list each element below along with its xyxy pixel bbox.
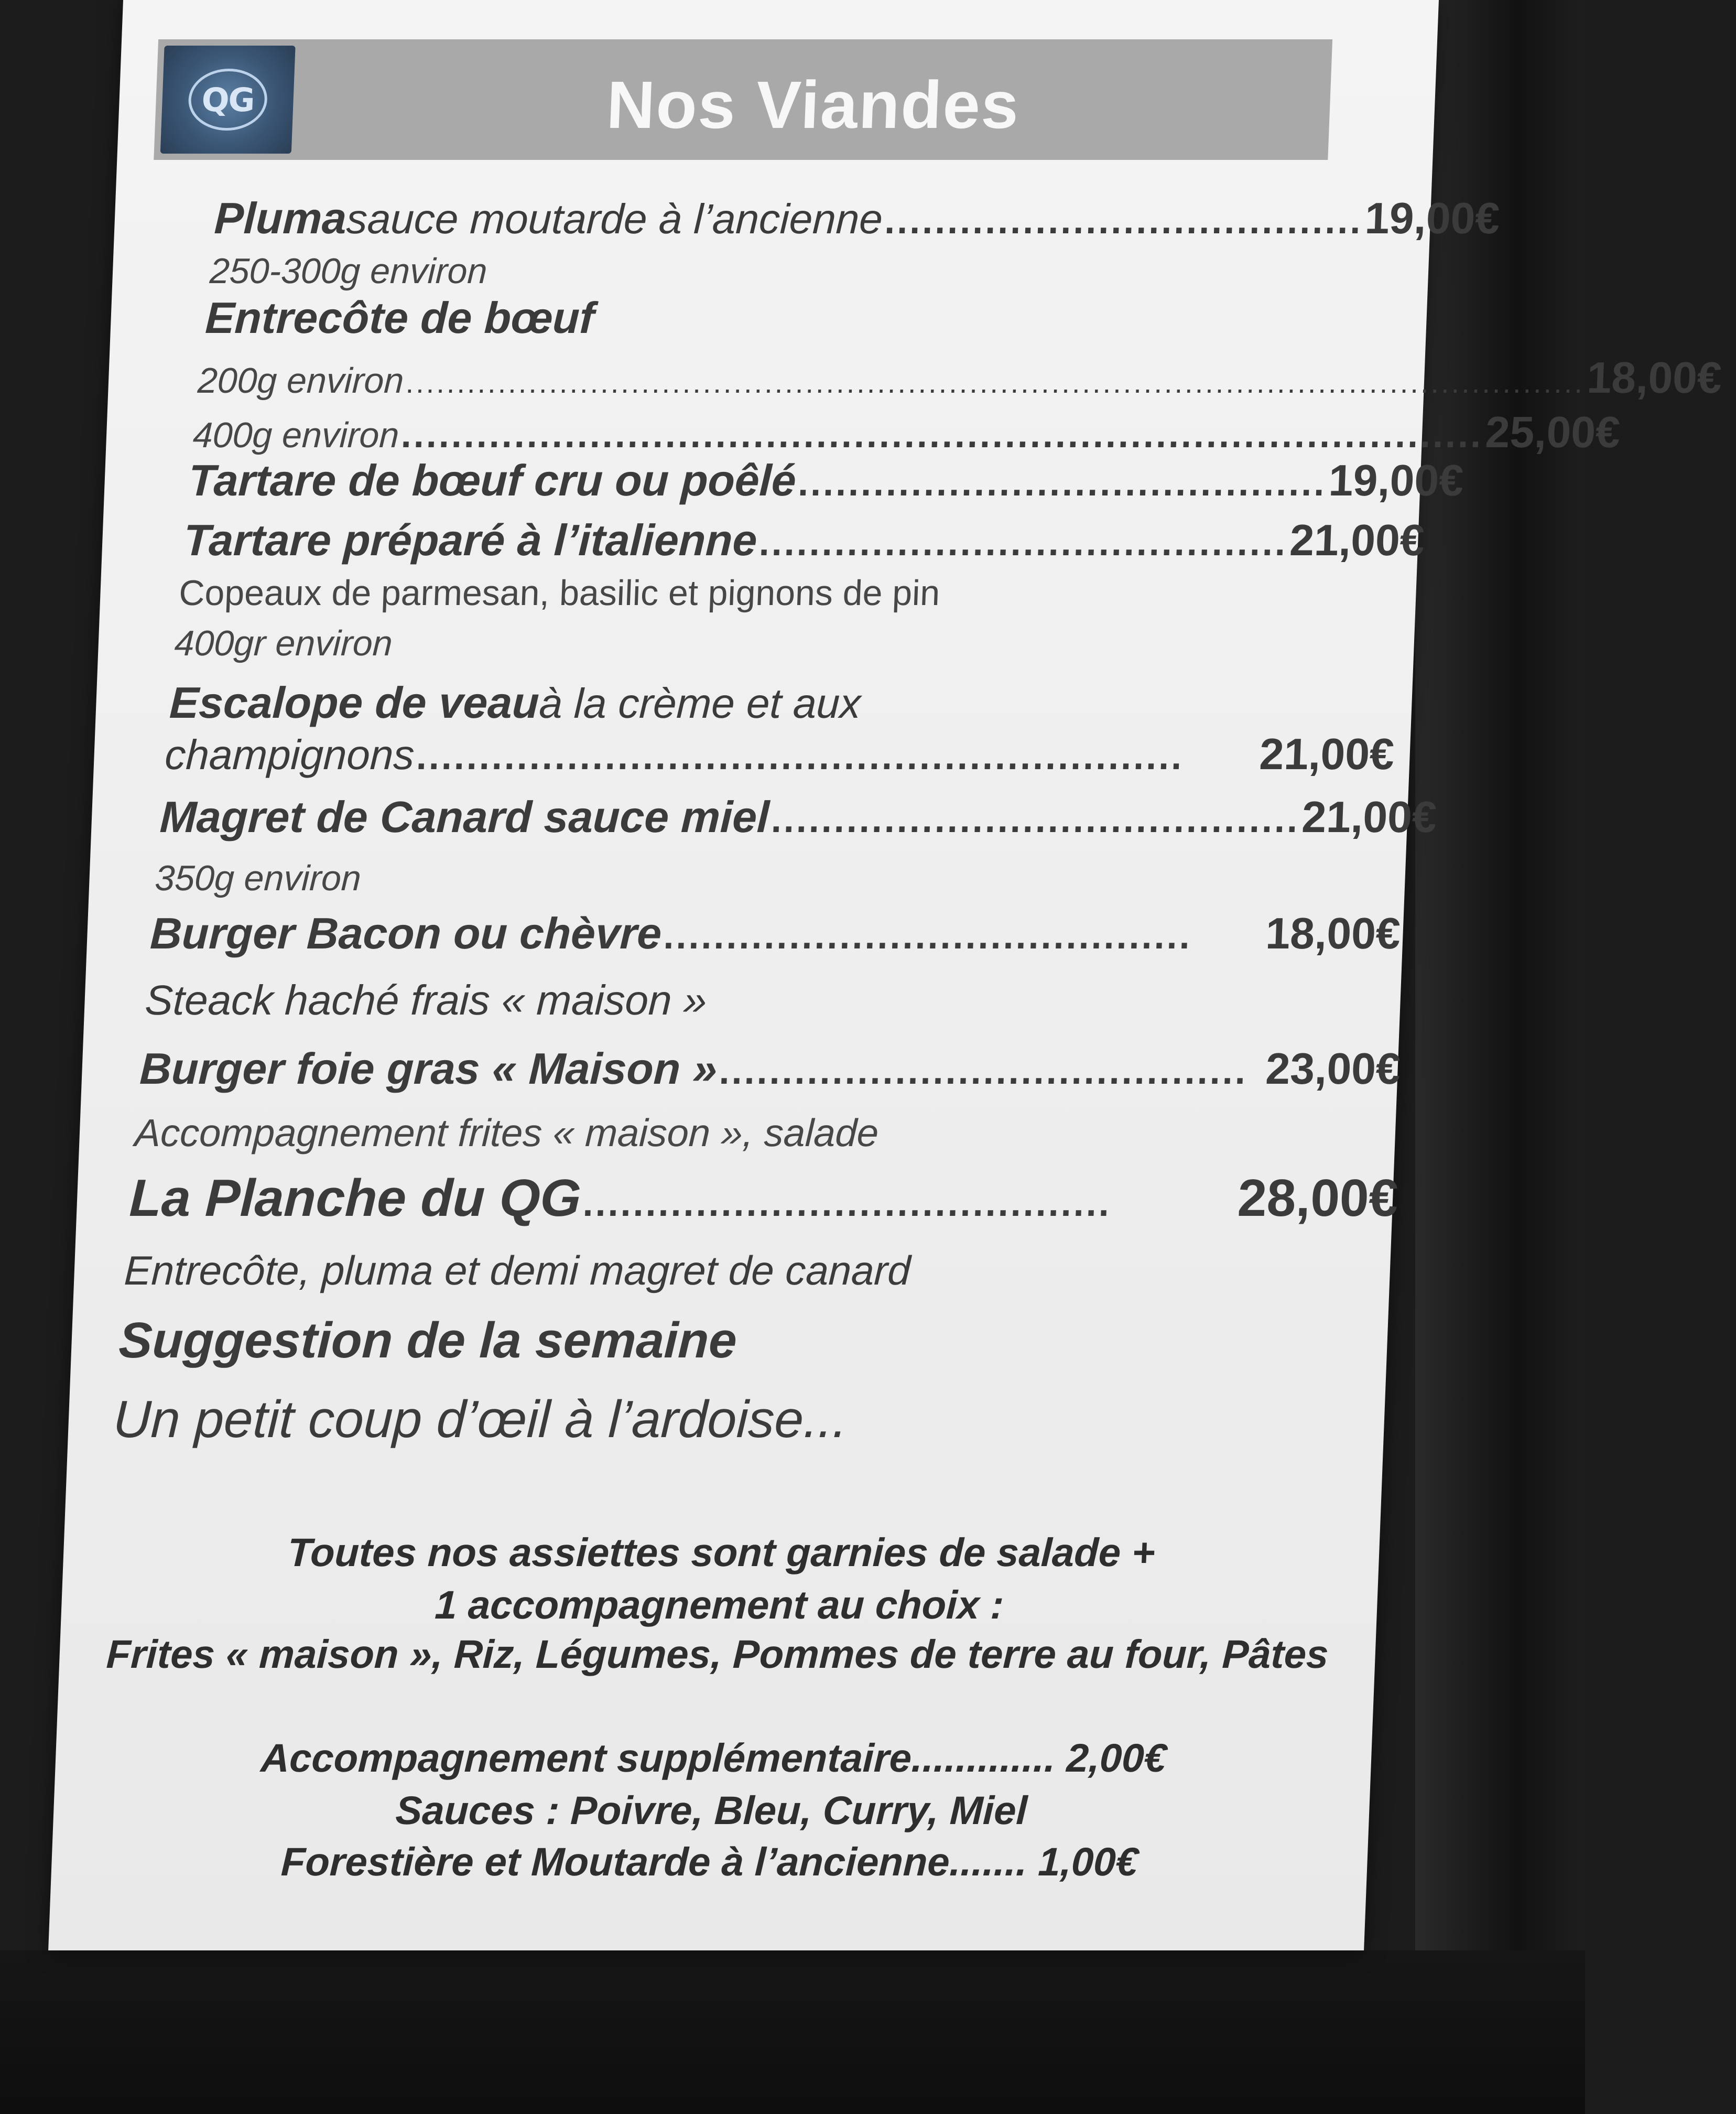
dish-description: à la crème et aux [538, 680, 862, 727]
dish-name: Pluma [213, 193, 348, 243]
dish-price: 28,00€ [1236, 1169, 1399, 1227]
table-surface [0, 1950, 1585, 2114]
dish-detail: Steack haché frais « maison » [144, 977, 708, 1023]
dish-description: sauce moutarde à l’ancienne [345, 196, 884, 242]
logo-text: QG [201, 80, 255, 119]
dot-leader: .......................................... [663, 915, 1193, 957]
dot-leader: ................................................................................................................... [405, 366, 1586, 399]
suggestion-title: Suggestion de la semaine [117, 1312, 738, 1368]
menu-option-200g [197, 352, 1723, 403]
dot-leader: .......................................... [758, 522, 1288, 564]
menu-item-burger-foie-gras [139, 1043, 1402, 1094]
dish-detail: 400gr environ [173, 623, 394, 663]
dot-leader: .......................................... [718, 1050, 1249, 1092]
dish-name: Tartare de bœuf cru ou poêlé [188, 456, 797, 505]
dish-price: 21,00€ [1300, 792, 1438, 842]
menu-item-tartare [188, 455, 1464, 506]
dot-leader: .......................................... [797, 462, 1328, 504]
menu-item-tartare-italienne [182, 515, 1426, 566]
footer-sauces: Sauces : Poivre, Bleu, Curry, Miel [395, 1788, 1028, 1833]
option-label: 400g environ [192, 415, 400, 455]
dish-price: 19,00€ [1328, 456, 1464, 505]
menu-folder-edge [1415, 0, 1585, 2114]
dish-name: Burger foie gras « Maison » [138, 1044, 719, 1093]
dish-detail: 350g environ [154, 858, 362, 898]
dish-price: 19,00€ [1364, 193, 1501, 243]
menu-list [48, 0, 1723, 1950]
suggestion-text: Un petit coup d’œil à l’ardoise... [112, 1390, 849, 1449]
dish-price: 23,00€ [1264, 1044, 1402, 1093]
menu-option-400g [192, 407, 1621, 458]
menu-item-burger-bacon [149, 908, 1402, 959]
footer-sauces-price: Forestière et Moutarde à l’ancienne....... 1,00€ [280, 1840, 1139, 1884]
dot-leader: .......................................... [770, 799, 1301, 840]
page-title: Nos Viandes [605, 68, 1021, 143]
footer-sides-list: Frites « maison », Riz, Légumes, Pommes de terre au four, Pâtes [105, 1632, 1330, 1677]
dish-name: Escalope de veau [168, 678, 540, 727]
dish-name: La Planche du QG [128, 1169, 582, 1227]
footer-garnish-line: Toutes nos assiettes sont garnies de salade + [287, 1530, 1156, 1575]
dish-name: Magret de Canard sauce miel [159, 792, 771, 842]
dot-leader: ...................................................................................... [400, 414, 1484, 456]
footer-choice-line: 1 accompagnement au choix : [434, 1583, 1005, 1627]
dot-leader: ...................................... [884, 200, 1364, 242]
footer-extra-side: Accompagnement supplémentaire............. 2,00€ [259, 1736, 1167, 1781]
dish-detail: 250-300g environ [209, 251, 488, 291]
dish-detail: Copeaux de parmesan, basilic et pignons de pin [178, 573, 941, 613]
dish-name-entrecote: Entrecôte de bœuf [204, 293, 595, 342]
dish-name: Burger Bacon ou chèvre [149, 909, 663, 958]
dish-detail: Accompagnement frites « maison », salade [134, 1111, 880, 1155]
dot-leader: .......................................... [582, 1182, 1112, 1224]
menu-item-escalope [169, 677, 862, 728]
menu-page [48, 0, 1723, 1950]
option-price: 25,00€ [1484, 407, 1621, 457]
option-price: 18,00€ [1586, 353, 1723, 402]
dot-leader: ............................................................. [415, 736, 1185, 778]
option-label: 200g environ [197, 361, 405, 401]
dish-name: Tartare préparé à l’italienne [182, 515, 758, 565]
dish-detail: Entrecôte, pluma et demi magret de canard [123, 1247, 912, 1293]
menu-item-escalope-cont [164, 729, 1395, 780]
dish-price: 21,00€ [1288, 515, 1426, 565]
dish-price: 18,00€ [1264, 909, 1402, 958]
menu-item-magret [159, 792, 1438, 843]
dish-description: champignons [164, 731, 416, 778]
menu-item-pluma [213, 193, 1501, 244]
dish-price: 21,00€ [1258, 729, 1395, 779]
menu-item-planche [128, 1168, 1399, 1228]
